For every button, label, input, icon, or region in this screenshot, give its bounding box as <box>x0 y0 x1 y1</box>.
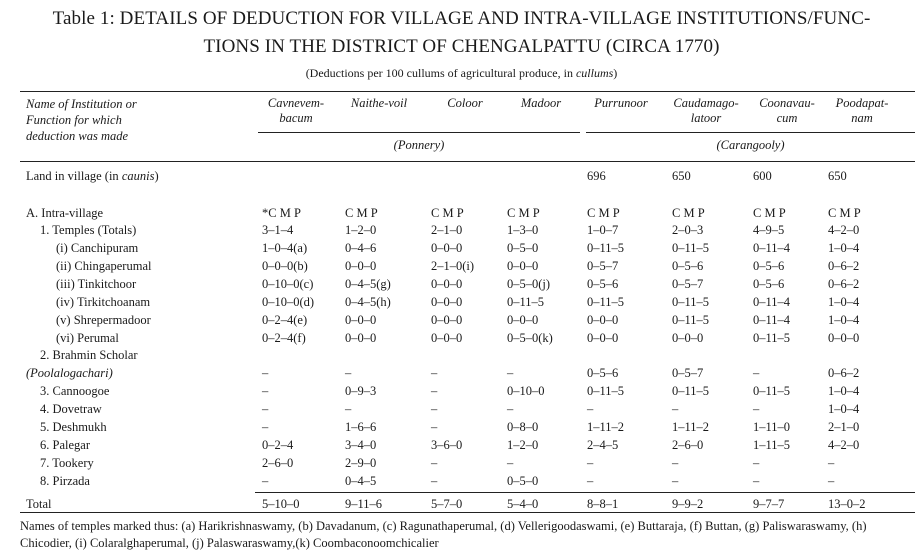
table-cell: 2–1–0 <box>431 223 463 237</box>
table-cell: – <box>262 420 269 434</box>
table-cell: 0–5–0 <box>507 241 539 255</box>
table-cell: 0–10–0(c) <box>262 277 314 291</box>
table-cell: 0–0–0 <box>345 259 377 273</box>
table-cell: 0–0–0 <box>672 331 704 345</box>
table-cell: 9–9–2 <box>672 497 704 511</box>
table-cell: C M P <box>431 206 464 220</box>
column-header-line: Naithe-voil <box>350 96 408 110</box>
table-cell: – <box>345 402 352 416</box>
table-cell: 0–11–5 <box>507 295 545 309</box>
row-label: 1. Temples (Totals) <box>40 223 137 237</box>
table-cell: – <box>587 402 594 416</box>
column-header-line: nam <box>851 111 873 125</box>
table-cell: 0–11–5 <box>753 384 791 398</box>
table-cell: 0–11–4 <box>753 295 791 309</box>
first-column-header <box>26 96 246 144</box>
table-cell: 1–2–0 <box>345 223 377 237</box>
row-label: 7. Tookery <box>40 456 94 470</box>
table-cell: C M P <box>507 206 540 220</box>
table-cell: 650 <box>828 169 847 183</box>
total-top-rule <box>255 492 915 493</box>
table-cell: 0–4–5 <box>345 474 377 488</box>
table-cell: 1–3–0 <box>507 223 539 237</box>
table-cell: 1–11–0 <box>753 420 791 434</box>
table-cell: 5–7–0 <box>431 497 463 511</box>
table-cell: 0–11–5 <box>587 384 625 398</box>
table-cell: C M P <box>672 206 705 220</box>
table-cell: 0–11–5 <box>587 241 625 255</box>
row-label: A. Intra-village <box>26 206 104 220</box>
table-cell: 0–0–0 <box>587 331 619 345</box>
table-cell: 1–11–2 <box>672 420 710 434</box>
top-rule <box>20 91 915 92</box>
table-cell: – <box>431 474 438 488</box>
table-cell: 0–11–4 <box>753 241 791 255</box>
row-label: (vi) Perumal <box>56 331 119 345</box>
row-label: (iv) Tirkitchoanam <box>56 295 151 309</box>
table-cell: 0–5–7 <box>672 366 704 380</box>
table-cell: *C M P <box>262 206 301 220</box>
table-cell: 0–0–0 <box>431 277 463 291</box>
table-cell: 0–0–0 <box>431 313 463 327</box>
table-cell: 1–0–4(a) <box>262 241 308 255</box>
table-cell: 4–2–0 <box>828 223 860 237</box>
total-bottom-rule <box>20 512 915 513</box>
row-label: 2. Brahmin Scholar <box>40 348 138 362</box>
table-cell: – <box>507 456 514 470</box>
column-header <box>820 96 904 126</box>
table-cell: 13–0–2 <box>828 497 866 511</box>
table-cell: 0–0–0 <box>507 313 539 327</box>
table-cell: – <box>431 384 438 398</box>
table-cell: 5–4–0 <box>507 497 539 511</box>
column-header <box>337 96 421 111</box>
table-cell: 0–2–4(f) <box>262 331 306 345</box>
row-label: (Poolalogachari) <box>26 366 113 380</box>
table-cell: – <box>828 456 835 470</box>
table-cell: 0–0–0 <box>431 295 463 309</box>
table-cell: 8–8–1 <box>587 497 619 511</box>
table-cell: – <box>262 366 269 380</box>
table-cell: 1–0–4 <box>828 295 860 309</box>
table-cell: 1–0–4 <box>828 313 860 327</box>
table-cell: 3–1–4 <box>262 223 294 237</box>
table-cell: – <box>753 402 760 416</box>
column-header-line: Coloor <box>447 96 483 110</box>
row-label: (i) Canchipuram <box>56 241 139 255</box>
table-cell: 0–0–0 <box>431 331 463 345</box>
table-cell: 0–0–0(b) <box>262 259 308 273</box>
table-cell: – <box>753 456 760 470</box>
table-title-line-1: Table 1: DETAILS OF DEDUCTION FOR VILLAGE AND INTRA-VILLAGE INSTITUTIONS/FUNC- <box>52 8 871 29</box>
table-cell: 0–11–5 <box>587 295 625 309</box>
column-header-line: latoor <box>690 111 722 125</box>
table-cell: – <box>431 366 438 380</box>
row-label: 8. Pirzada <box>40 474 90 488</box>
table-cell: 0–5–6 <box>672 259 704 273</box>
table-cell: 0–5–6 <box>753 259 785 273</box>
table-cell: 4–2–0 <box>828 438 860 452</box>
table-cell: 0–0–0 <box>828 331 860 345</box>
table-cell: – <box>431 456 438 470</box>
table-cell: 1–2–0 <box>507 438 539 452</box>
group-rule-ponnery <box>258 132 580 133</box>
column-header-line: Purrunoor <box>594 96 648 110</box>
table-cell: 2–1–0 <box>828 420 860 434</box>
table-cell: 0–5–0 <box>507 474 539 488</box>
column-header-line: Caudamago- <box>673 96 739 110</box>
table-cell: C M P <box>345 206 378 220</box>
table-cell: 2–9–0 <box>345 456 377 470</box>
row-label: Total <box>26 497 52 511</box>
table-cell: – <box>828 474 835 488</box>
table-cell: 0–2–4 <box>262 438 294 452</box>
group-rule-carangooly <box>586 132 915 133</box>
column-header <box>664 96 748 126</box>
table-cell: 696 <box>587 169 606 183</box>
table-cell: – <box>431 420 438 434</box>
first-column-header-line: Function for which <box>26 113 122 127</box>
table-cell: 4–9–5 <box>753 223 785 237</box>
table-cell: 0–11–5 <box>672 295 710 309</box>
table-cell: 0–4–5(h) <box>345 295 391 309</box>
table-cell: 0–2–4(e) <box>262 313 308 327</box>
table-cell: 0–9–3 <box>345 384 377 398</box>
group-label-ponnery: (Ponnery) <box>393 138 445 152</box>
table-cell: – <box>262 402 269 416</box>
table-cell: – <box>507 366 514 380</box>
row-label: 5. Deshmukh <box>40 420 107 434</box>
table-footnote: Names of temples marked thus: (a) Harikrishnaswamy, (b) Davadanum, (c) Ragunathaperumal, (d) Vellerigoodaswami, (e) Buttaraja, (f) Buttan, (g) Paliswaraswamy, (h) Chicodier, (i) Colaralghaperumal, (j) Palaswaraswamy,(k) Coombaconoomchicalier <box>20 519 867 550</box>
table-subtitle: (Deductions per 100 cullums of agricultural produce, in cullums) <box>305 66 618 80</box>
table-cell: 2–1–0(i) <box>431 259 475 273</box>
table-cell: – <box>753 474 760 488</box>
table-cell: – <box>507 402 514 416</box>
column-header-line: Coonavau- <box>759 96 815 110</box>
row-label: Land in village (in caunis) <box>26 169 159 183</box>
table-cell: C M P <box>587 206 620 220</box>
table-cell: 0–5–0(k) <box>507 331 553 345</box>
table-cell: – <box>587 456 594 470</box>
table-cell: 2–6–0 <box>672 438 704 452</box>
table-cell: 0–4–5(g) <box>345 277 391 291</box>
table-cell: – <box>672 456 679 470</box>
column-header <box>423 96 507 111</box>
group-label-carangooly: (Carangooly) <box>716 138 785 152</box>
table-cell: – <box>672 474 679 488</box>
table-cell: 1–0–7 <box>587 223 619 237</box>
table-cell: 0–11–5 <box>753 331 791 345</box>
column-header <box>499 96 583 111</box>
table-cell: 1–0–4 <box>828 402 860 416</box>
column-header-line: Madoor <box>520 96 562 110</box>
row-label: 3. Cannoogoe <box>40 384 110 398</box>
table-cell: 2–0–3 <box>672 223 704 237</box>
table-cell: 1–11–2 <box>587 420 625 434</box>
table-cell: 3–4–0 <box>345 438 377 452</box>
table-cell: – <box>262 384 269 398</box>
table-cell: 9–11–6 <box>345 497 383 511</box>
column-header <box>254 96 338 126</box>
table-cell: 0–6–2 <box>828 259 860 273</box>
table-cell: 0–0–0 <box>345 313 377 327</box>
table-cell: 2–4–5 <box>587 438 619 452</box>
table-cell: 1–0–4 <box>828 384 860 398</box>
row-label: (iii) Tinkitchoor <box>56 277 137 291</box>
table-cell: 0–11–5 <box>672 313 710 327</box>
table-cell: 0–11–4 <box>753 313 791 327</box>
column-header-line: Cavnevem- <box>267 96 325 110</box>
table-cell: 5–10–0 <box>262 497 300 511</box>
row-label: 6. Palegar <box>40 438 90 452</box>
table-cell: 0–8–0 <box>507 420 539 434</box>
table-cell: – <box>753 366 760 380</box>
table-cell: C M P <box>828 206 861 220</box>
table-cell: 1–6–6 <box>345 420 377 434</box>
table-cell: 2–6–0 <box>262 456 294 470</box>
table-cell: – <box>262 474 269 488</box>
column-header-line: Poodapat- <box>835 96 889 110</box>
table-cell: 1–11–5 <box>753 438 791 452</box>
column-header-line: cum <box>776 111 798 125</box>
table-cell: – <box>431 402 438 416</box>
header-bottom-rule <box>20 161 915 162</box>
table-cell: C M P <box>753 206 786 220</box>
table-cell: 0–6–2 <box>828 366 860 380</box>
table-cell: 0–10–0 <box>507 384 545 398</box>
table-cell: – <box>587 474 594 488</box>
table-cell: 0–11–5 <box>672 384 710 398</box>
table-cell: 9–7–7 <box>753 497 785 511</box>
row-label: (ii) Chingaperumal <box>56 259 152 273</box>
row-label: (v) Shrepermadoor <box>56 313 151 327</box>
column-header <box>745 96 829 126</box>
table-cell: 0–4–6 <box>345 241 377 255</box>
table-cell: 1–0–4 <box>828 241 860 255</box>
table-cell: 0–0–0 <box>587 313 619 327</box>
table-cell: 0–11–5 <box>672 241 710 255</box>
table-cell: 0–5–0(j) <box>507 277 551 291</box>
first-column-header-line: Name of Institution or <box>26 97 137 111</box>
row-label: 4. Dovetraw <box>40 402 102 416</box>
table-cell: – <box>345 366 352 380</box>
table-cell: 0–5–7 <box>672 277 704 291</box>
table-cell: 0–0–0 <box>431 241 463 255</box>
table-cell: 3–6–0 <box>431 438 463 452</box>
column-header-line: bacum <box>279 111 313 125</box>
table-cell: 0–0–0 <box>507 259 539 273</box>
table-cell: 0–0–0 <box>345 331 377 345</box>
first-column-header-line: deduction was made <box>26 129 129 143</box>
column-header <box>579 96 663 111</box>
table-cell: 0–5–7 <box>587 259 619 273</box>
table-cell: 0–5–6 <box>753 277 785 291</box>
table-cell: 0–5–6 <box>587 366 619 380</box>
table-cell: – <box>672 402 679 416</box>
table-title-line-2: TIONS IN THE DISTRICT OF CHENGALPATTU (CIRCA 1770) <box>203 36 720 57</box>
table-cell: 0–10–0(d) <box>262 295 315 309</box>
table-cell: 650 <box>672 169 691 183</box>
table-cell: 600 <box>753 169 772 183</box>
table-cell: 0–5–6 <box>587 277 619 291</box>
table-cell: 0–6–2 <box>828 277 860 291</box>
